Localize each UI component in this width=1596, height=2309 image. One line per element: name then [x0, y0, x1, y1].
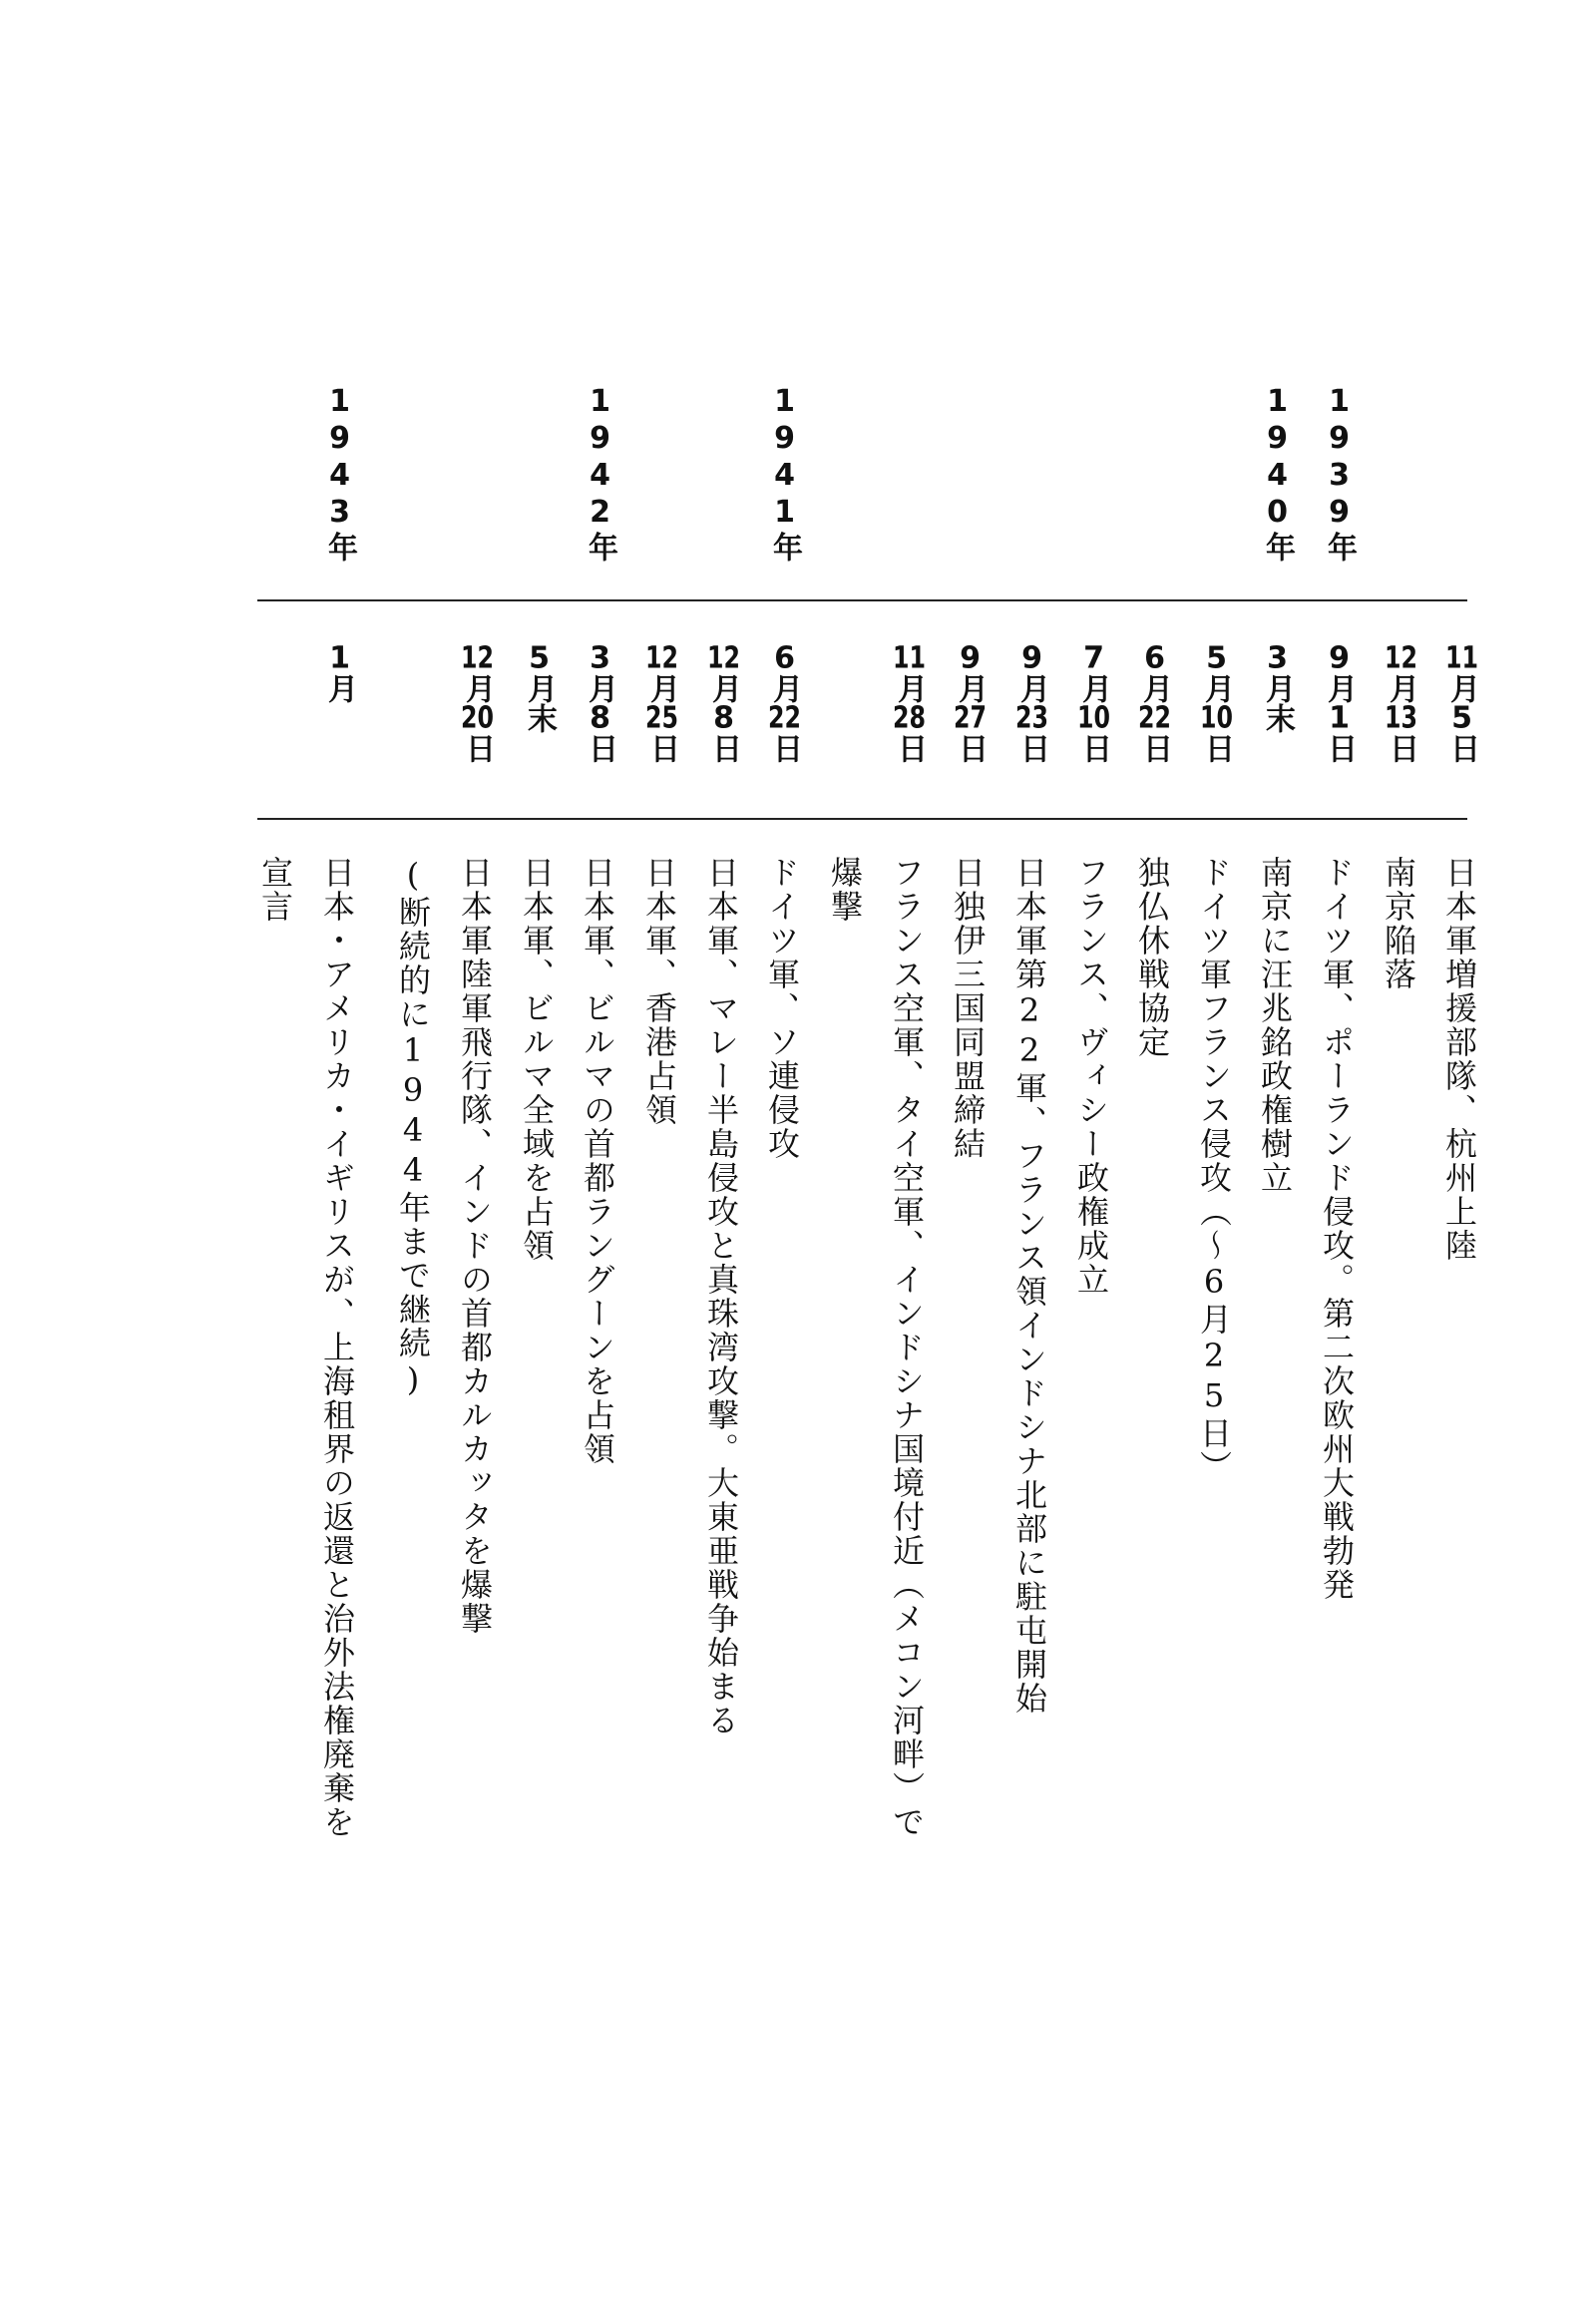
date-entry: 5月末 [522, 643, 557, 733]
event-text: 日本軍、香港占領 [640, 856, 678, 1127]
date-entry: 6月22日 [767, 643, 802, 763]
date-entry: 6月22日 [1137, 643, 1172, 763]
event-text-continued: 宣言 [256, 856, 294, 924]
event-text: ドイツ軍、ポーランド侵攻。第二次欧州大戦勃発 [1318, 856, 1356, 1602]
date-entry: 12月8日 [706, 643, 741, 763]
year-1939: 1939年 [1322, 384, 1357, 564]
date-entry: 11月5日 [1444, 643, 1479, 763]
date-entry: 1月 [322, 643, 357, 703]
date-entry: 9月23日 [1014, 643, 1049, 763]
header-divider [257, 599, 1467, 601]
year-1940: 1940年 [1260, 384, 1295, 564]
date-divider [257, 818, 1467, 820]
date-entry: 3月8日 [583, 643, 617, 763]
event-text: 日本・アメリカ・イギリスが、上海租界の返還と治外法権廃棄を [318, 856, 356, 1839]
event-text-continued: 爆撃 [826, 856, 864, 924]
date-entry: 11月28日 [892, 643, 927, 763]
year-1941: 1941年 [767, 384, 802, 564]
date-entry: 5月10日 [1199, 643, 1234, 763]
event-text: 南京に汪兆銘政権樹立 [1256, 856, 1294, 1195]
date-entry: 12月20日 [460, 643, 495, 763]
event-text: 日本軍、ビルマ全域を占領 [518, 856, 556, 1263]
date-entry: 7月10日 [1076, 643, 1111, 763]
event-text: 南京陥落 [1380, 856, 1417, 991]
event-text: フランス、ヴィシー政権成立 [1072, 856, 1110, 1297]
date-entry: 9月1日 [1322, 643, 1357, 763]
event-text-continued: (断続的に1944年まで継続) [394, 856, 432, 1400]
date-entry: 12月13日 [1384, 643, 1418, 763]
event-text: ドイツ軍、ソ連侵攻 [763, 856, 801, 1161]
date-entry: 3月末 [1260, 643, 1295, 733]
date-entry: 9月27日 [953, 643, 988, 763]
event-text: 日独伊三国同盟締結 [949, 856, 987, 1161]
event-text: 日本軍第22軍、フランス領インドシナ北部に駐屯開始 [1010, 856, 1048, 1716]
event-text: 日本軍陸軍飛行隊、インドの首都カルカッタを爆撃 [456, 856, 494, 1636]
event-text: ドイツ軍フランス侵攻（〜6月25日） [1195, 856, 1233, 1484]
event-text: 独仏休戦協定 [1133, 856, 1171, 1059]
event-text: 日本軍、マレー半島侵攻と真珠湾攻撃。大東亜戦争始まる [702, 856, 740, 1737]
date-entry: 12月25日 [644, 643, 679, 763]
year-1942: 1942年 [583, 384, 617, 564]
year-1943: 1943年 [322, 384, 357, 564]
event-text: 日本軍、ビルマの首都ラングーンを占領 [579, 856, 616, 1466]
event-text: 日本軍増援部隊、杭州上陸 [1440, 856, 1478, 1263]
event-text: フランス空軍、タイ空軍、インドシナ国境付近（メコン河畔）で [888, 856, 926, 1839]
